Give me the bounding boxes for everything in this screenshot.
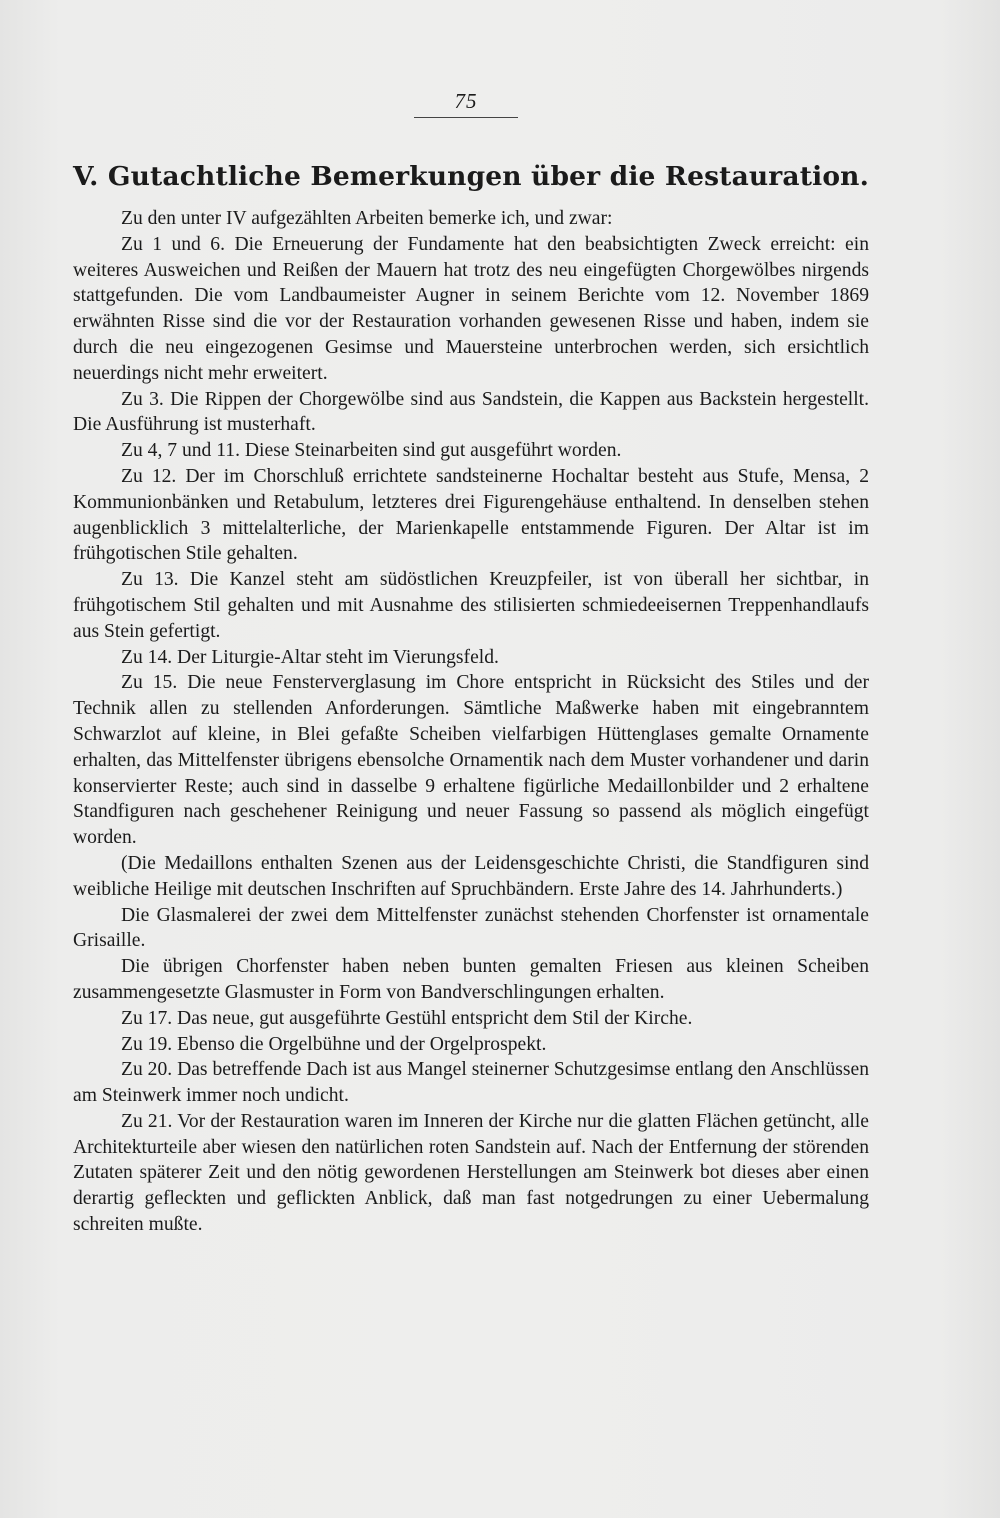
paragraph-item-13: Zu 13. Die Kanzel steht am südöstlichen Kreuzpfeiler, ist von überall her sichtbar, in frühgotischem Stil gehalten und mit Ausnahme des stilisierten schmiedeeisernen Treppenhandlaufs aus Stein gefertigt. xyxy=(73,569,869,642)
section-heading: V. Gutachtliche Bemerkungen über die Restauration. xyxy=(73,161,869,192)
paragraph-medaillons-note: (Die Medaillons enthalten Szenen aus der Leidensgeschichte Christi, die Standfiguren sind weibliche Heilige mit deutschen Inschriften auf Spruchbändern. Erste Jahre des 14. Jahrhunderts.) xyxy=(73,852,869,900)
paragraph-item-19: Zu 19. Ebenso die Orgelbühne und der Orgelprospekt. xyxy=(121,1033,547,1055)
paragraph-intro: Zu den unter IV aufgezählten Arbeiten bemerke ich, und zwar: xyxy=(121,208,613,229)
paragraph-item-4-7-11: Zu 4, 7 und 11. Diese Steinarbeiten sind gut ausgeführt worden. xyxy=(121,440,622,462)
paragraph-item-17: Zu 17. Das neue, gut ausgeführte Gestühl entspricht dem Stil der Kirche. xyxy=(121,1007,693,1029)
paragraph-item-3: Zu 3. Die Rippen der Chorgewölbe sind aus Sandstein, die Kappen aus Backstein hergestellt. Die Ausführung ist musterhaft. xyxy=(73,388,869,436)
paragraph-item-14: Zu 14. Der Liturgie-Altar steht im Vierungsfeld. xyxy=(121,646,499,668)
paragraph-other-windows: Die übrigen Chorfenster haben neben bunten gemalten Friesen aus kleinen Scheiben zusammengesetzte Glasmuster in Form von Bandverschlingungen erhalten. xyxy=(73,956,869,1003)
page-number: 75 xyxy=(454,89,478,113)
paragraph-item-12: Zu 12. Der im Chorschluß errichtete sandsteinerne Hochaltar besteht aus Stufe, Mensa, 2 Kommunionbänken und Retabulum, letzteres drei Figurengehäuse enthaltend. In denselben stehen augenblicklich 3 mittelalterliche, der Marienkapelle entstammende Figuren. Der Altar ist im frühgotischen Stile gehalten. xyxy=(73,465,869,565)
paragraph-item-15: Zu 15. Die neue Fensterverglasung im Chore entspricht in Rücksicht des Stiles und der Technik allen zu stellenden Anforderungen. Sämtliche Maßwerke haben mit eingebranntem Schwarzlot auf kleine, in Blei gefaßte Scheiben vielfarbigen Hüttenglases gemalte Ornamente erhalten, das Mittelfenster übrigens ebensolche Ornamentik nach dem Muster vorhandener und darin konservierter Reste; auch sind in dasselbe 9 erhaltene figürliche Medaillonbilder und 2 erhaltene Standfiguren nach geschehener Reinigung und neuer Fassung so passend als möglich eingefügt worden. xyxy=(73,672,869,849)
page-number-rule xyxy=(414,117,518,118)
paragraph-item-21: Zu 21. Vor der Restauration waren im Inneren der Kirche nur die glatten Flächen getüncht, alle Architekturteile aber wiesen den natürlichen roten Sandstein auf. Nach der Entfernung der störenden Zutaten späterer Zeit und den nötig gewordenen Herstellungen am Steinwerk bot dieses aber einen derartig gefleckten und geflickten Anblick, daß man fast notgedrungen zu einer Uebermalung schreiten mußte. xyxy=(73,1110,869,1236)
body-text xyxy=(73,206,869,1238)
paragraph-grisaille: Die Glasmalerei der zwei dem Mittelfenster zunächst stehenden Chorfenster ist ornamentale Grisaille. xyxy=(73,904,869,952)
paragraph-item-1-6: Zu 1 und 6. Die Erneuerung der Fundamente hat den beabsichtigten Zweck erreicht: ein weiteres Ausweichen und Reißen der Mauern hat trotz des neu eingefügten Chorgewölbes nirgends stattgefunden. Die vom Landbaumeister Augner in seinem Berichte vom 12. November 1869 erwähnten Risse sind die vor der Restauration vorhanden gewesenen Risse und haben, indem sie durch die neu eingezogenen Gesimse und Mauersteine unterbrochen werden, sich ersichtlich neuerdings nicht mehr erweitert. xyxy=(73,233,869,384)
paragraph-item-20: Zu 20. Das betreffende Dach ist aus Mangel steinerner Schutzgesimse entlang den Anschlüssen am Steinwerk immer noch undicht. xyxy=(73,1059,869,1107)
